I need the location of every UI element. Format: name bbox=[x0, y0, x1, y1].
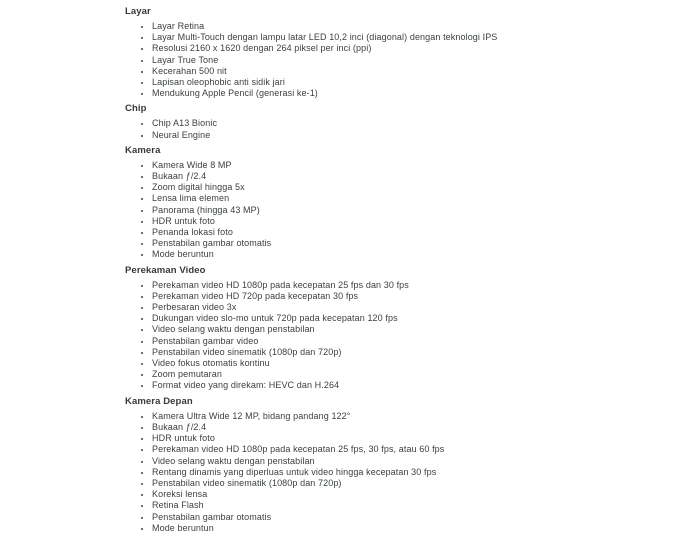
spec-item: • Video selang waktu dengan penstabilan bbox=[152, 456, 555, 467]
spec-item: • Lensa lima elemen bbox=[152, 193, 555, 204]
spec-item: • Penstabilan gambar otomatis bbox=[152, 512, 555, 523]
spec-item: • Penstabilan video sinematik (1080p dan 720p) bbox=[152, 478, 555, 489]
spec-section bbox=[125, 6, 555, 99]
spec-item: • Zoom digital hingga 5x bbox=[152, 182, 555, 193]
spec-item: • Perekaman video HD 1080p pada kecepatan 25 fps dan 30 fps bbox=[152, 280, 555, 291]
spec-item: • Video selang waktu dengan penstabilan bbox=[152, 324, 555, 335]
spec-item: • Bukaan ƒ/2.4 bbox=[152, 171, 555, 182]
spec-section bbox=[125, 103, 555, 140]
spec-item: • HDR untuk foto bbox=[152, 216, 555, 227]
section-title: Kamera Depan bbox=[125, 395, 193, 407]
spec-item: • Video fokus otomatis kontinu bbox=[152, 358, 555, 369]
spec-list bbox=[125, 411, 555, 534]
spec-content bbox=[125, 2, 555, 534]
spec-item: • Zoom pemutaran bbox=[152, 369, 555, 380]
spec-item: • Resolusi 2160 x 1620 dengan 264 piksel per inci (ppi) bbox=[152, 43, 555, 54]
spec-item: • Layar True Tone bbox=[152, 55, 555, 66]
spec-item: • Perbesaran video 3x bbox=[152, 302, 555, 313]
spec-item: • Penstabilan gambar video bbox=[152, 336, 555, 347]
spec-item: • Neural Engine bbox=[152, 130, 555, 141]
spec-item: • Panorama (hingga 43 MP) bbox=[152, 205, 555, 216]
spec-item: • Kamera Wide 8 MP bbox=[152, 160, 555, 171]
spec-list bbox=[125, 118, 555, 140]
section-title: Chip bbox=[125, 103, 147, 115]
spec-list bbox=[125, 160, 555, 261]
spec-item: • Rentang dinamis yang diperluas untuk video hingga kecepatan 30 fps bbox=[152, 467, 555, 478]
spec-item: • Bukaan ƒ/2.4 bbox=[152, 422, 555, 433]
spec-item: • Kamera Ultra Wide 12 MP, bidang pandang 122° bbox=[152, 411, 555, 422]
spec-item: • Mode beruntun bbox=[152, 523, 555, 534]
spec-list bbox=[125, 280, 555, 392]
spec-section bbox=[125, 265, 555, 392]
spec-item: • Penanda lokasi foto bbox=[152, 227, 555, 238]
spec-list bbox=[125, 21, 555, 99]
spec-item: • Layar Retina bbox=[152, 21, 555, 32]
spec-section bbox=[125, 145, 555, 261]
spec-item: • HDR untuk foto bbox=[152, 433, 555, 444]
spec-item: • Penstabilan gambar otomatis bbox=[152, 238, 555, 249]
spec-item: • Koreksi lensa bbox=[152, 489, 555, 500]
spec-item: • Perekaman video HD 1080p pada kecepatan 25 fps, 30 fps, atau 60 fps bbox=[152, 444, 555, 455]
spec-section bbox=[125, 396, 555, 534]
spec-item: • Layar Multi-Touch dengan lampu latar LED 10,2 inci (diagonal) dengan teknologi IPS bbox=[152, 32, 555, 43]
section-title: Kamera bbox=[125, 144, 161, 156]
spec-item: • Format video yang direkam: HEVC dan H.264 bbox=[152, 380, 555, 391]
spec-item: • Mode beruntun bbox=[152, 249, 555, 260]
spec-item: • Penstabilan video sinematik (1080p dan 720p) bbox=[152, 347, 555, 358]
spec-item: • Lapisan oleophobic anti sidik jari bbox=[152, 77, 555, 88]
spec-item: • Mendukung Apple Pencil (generasi ke-1) bbox=[152, 88, 555, 99]
spec-item: • Retina Flash bbox=[152, 500, 555, 511]
section-title: Perekaman Video bbox=[125, 264, 206, 276]
spec-item: • Kecerahan 500 nit bbox=[152, 66, 555, 77]
spec-item: • Perekaman video HD 720p pada kecepatan 30 fps bbox=[152, 291, 555, 302]
spec-item: • Chip A13 Bionic bbox=[152, 118, 555, 129]
section-title: Layar bbox=[125, 6, 151, 17]
spec-item: • Dukungan video slo-mo untuk 720p pada kecepatan 120 fps bbox=[152, 313, 555, 324]
